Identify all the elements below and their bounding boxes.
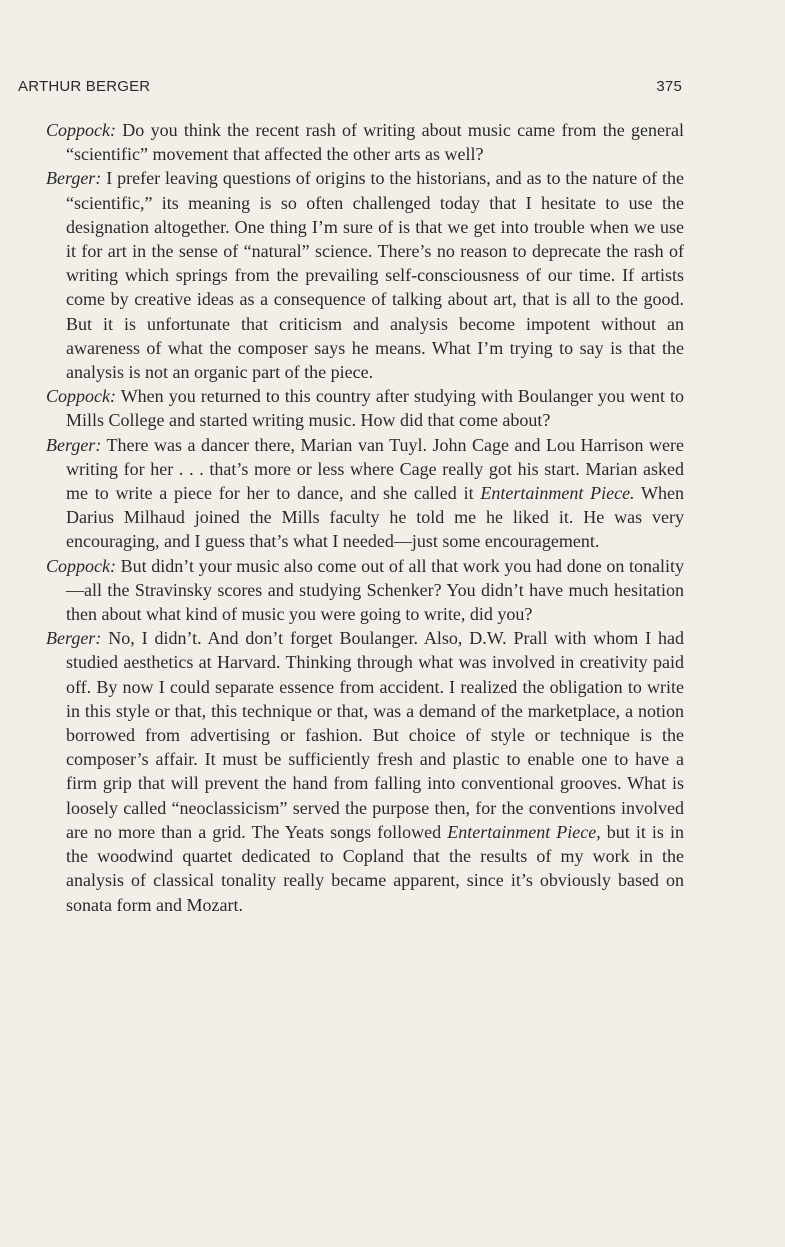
page-number: 375 <box>656 78 682 95</box>
speaker-label: Coppock: <box>46 386 116 407</box>
paragraph-text: Do you think the recent rash of writing about music came from the general “scientific” movement that affected the other arts as well? <box>66 120 684 165</box>
paragraph-text: I prefer leaving questions of origins to the historians, and as to the nature of the “scientific,” its meaning is so often challenged today that I hesitate to use the designation altogether. One thing I’m sure of is that we get into trouble when we use it for art in the sense of “natural” science. There’s no reason to deprecate the rash of writing which springs from the prevailing self-consciousness of our time. If artists come by creative ideas as a consequence of talking about art, that is all to the good. But it is unfortunate that criticism and analysis become impotent without an awareness of what the composer says he means. What I’m trying to say is that the analysis is not an organic part of the piece. <box>66 168 684 383</box>
running-head <box>18 78 682 98</box>
speaker-label: Berger: <box>46 434 102 455</box>
interview-paragraph <box>46 118 684 166</box>
speaker-label: Coppock: <box>46 555 116 576</box>
work-title: Entertainment Piece, <box>447 821 601 842</box>
paragraph-text: No, I didn’t. And don’t forget Boulanger. Also, D.W. Prall with whom I had studied aesthetics at Harvard. Thinking through what was involved in creativity paid off. By now I could separate essence from accident. I realized the obligation to write in this style or that, this technique or that, was a demand of the marketplace, a notion borrowed from advertising or fashion. But choice of style or technique is the composer’s affair. It must be sufficiently fresh and plastic to enable one to have a firm grip that will prevent the hand from falling into conventional grooves. What is loosely called “neoclassicism” served the purpose then, for the conventions involved are no more than a grid. The Yeats songs followed <box>66 628 684 842</box>
interview-paragraph <box>46 433 684 554</box>
paragraph-text-continued: When Darius Milhaud joined the Mills faculty he told me he liked it. He was very encouraging, and I guess that’s what I needed—just some encouragement. <box>66 483 684 552</box>
speaker-label: Berger: <box>46 628 102 649</box>
interview-paragraph <box>46 554 684 627</box>
interview-paragraph <box>46 166 684 384</box>
speaker-label: Coppock: <box>46 120 116 140</box>
paragraph-text: There was a dancer there, Marian van Tuyl. John Cage and Lou Harrison were writing for her . . . that’s more or less where Cage really got his start. Marian asked me to write a piece for her to dance, and she called it <box>66 434 684 504</box>
paragraph-text: But didn’t your music also come out of all that work you had done on tonality—all the Stravinsky scores and studying Schenker? You didn’t have much hesitation then about what kind of music you were going to write, did you? <box>66 555 684 625</box>
interview-paragraph <box>46 384 684 432</box>
interview-text <box>46 118 684 917</box>
speaker-label: Berger: <box>46 168 102 189</box>
running-head-author: ARTHUR BERGER <box>18 78 151 95</box>
paragraph-text: When you returned to this country after studying with Boulanger you went to Mills College and started writing music. How did that come about? <box>66 386 684 431</box>
paragraph-text-continued: but it is in the woodwind quartet dedicated to Copland that the results of my work in the analysis of classical tonality really became apparent, since it’s obviously based on sonata form and Mozart. <box>66 821 684 915</box>
interview-paragraph <box>46 626 684 916</box>
work-title: Entertainment Piece. <box>480 483 635 504</box>
